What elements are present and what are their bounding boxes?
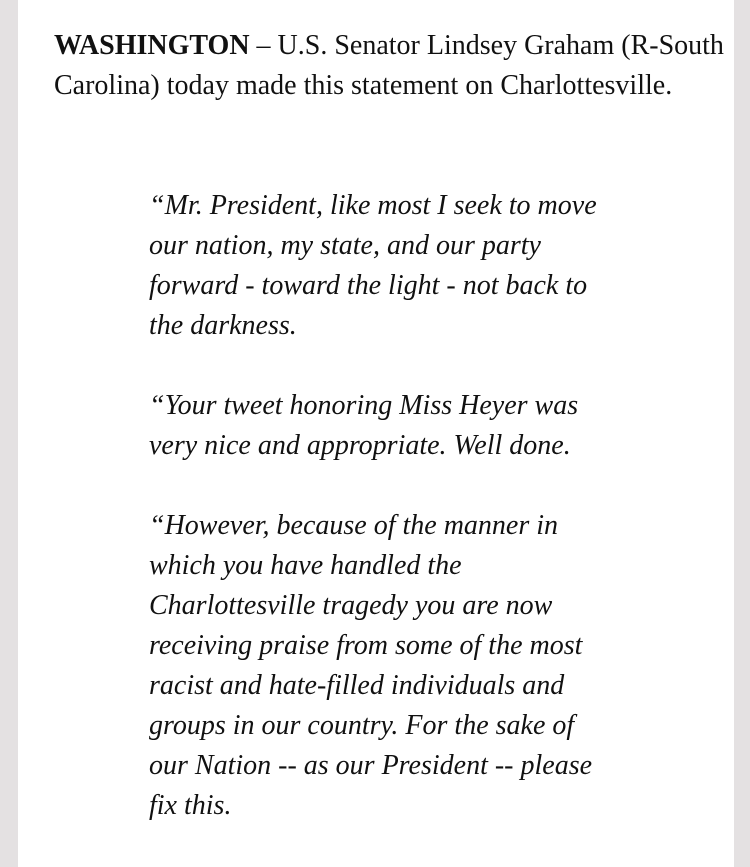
statement-page (18, 0, 734, 867)
quote-paragraph-2: “Your tweet honoring Miss Heyer was very nice and appropriate. Well done. (149, 390, 579, 461)
intro-text: – U.S. Senator Lindsey Graham (R-South Carolina) today made this statement on Charlottesville. (54, 30, 724, 101)
intro-paragraph (54, 26, 724, 106)
quote-paragraph-1: “Mr. President, like most I seek to move our nation, my state, and our party forward - toward the light - not back to the darkness. (149, 190, 597, 341)
dateline: WASHINGTON (54, 30, 250, 61)
quote-paragraph-3: “However, because of the manner in which you have handled the Charlottesville tragedy you are now receiving praise from some of the most racist and hate-filled individuals and groups in our country. For the sake of our Nation -- as our President -- please fix this. (149, 510, 593, 821)
